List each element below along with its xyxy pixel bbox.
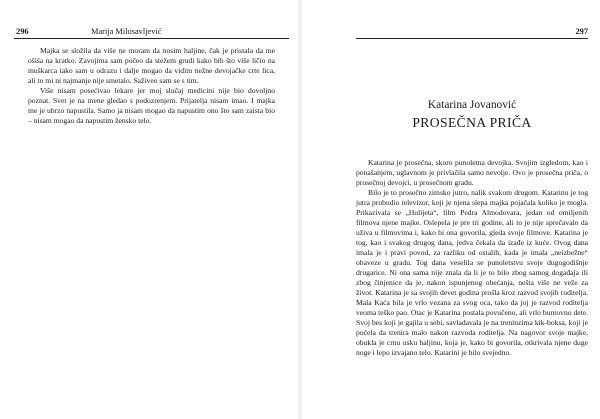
left-body-text [28,46,275,126]
chapter-title: PROSEČNA PRIČA [412,115,532,130]
right-page [300,0,600,419]
book-gutter [297,0,303,419]
left-paragraph-2: Više nisam posećivao lekare jer moj slučaj medicini nije bio dovoljno poznat. Svet je na mene gledao s podozrenjem. Prijatelja nisam imao. I majka me je ubrzo napustila. Samo ja nisam mogao da napustim ono što sam zaista bio – nisam mogao da napustim žensko telo. [28,86,275,125]
right-paragraph-1: Katarina je prosečna, skoro punoletna devojka. Svojim izgledom, kao i ponašanjem, uglavnom je privlačila samo nevolje. Ovo je prosečna priča, o prosečnoj devojci, u prosečnom gradu. [356,158,588,187]
left-running-head [16,27,287,37]
left-header-rule [14,38,289,39]
right-header-rule [356,38,588,39]
right-page-number: 297 [575,27,588,36]
left-paragraph-1: Majka se složila da više ne moram da nosim haljine, čak je pristala da me ošiša na kratko. Zavojima sam počeo da stežem grudi kako bih što više ličio na muškarca iako sam u odrazu i dalje mogao da vidim nežne devojačke crte lica, ali to mi ni najmanje nije smetalo. Saživeo sam se s tim. [28,46,275,85]
left-running-head-author: Marija Milosavljević [91,27,162,36]
right-body-text [356,158,588,358]
chapter-author: Katarina Jovanović [427,99,517,111]
right-running-head [356,27,588,37]
left-page-number: 296 [16,27,29,36]
right-paragraph-2: Bilo je to prosečno zimsko jutro, nalik svakom drugom. Katarinu je tog jutra probudio televizor, koji je njena slepa majka pojačala koliko je mogla. Prikazivala se „Hulijeta“, film Pedra Almodovara, jedan od omiljenih filmova njene majke. Oslepela je pre tri godine, ali to je nije sprečavalo da uživa u filmovima i, kako bi ona govorila, gleda svoje filmove. Katarina je tog, kao i svakog drugog dana, jedva čekala da izađe iz kuće. Ovog dana imala je i pravi povod, za razliku od ostalih, kada je imala „neizbežne“ obaveze u gradu. Tog dana veselila se punoletstvu svoje dugogodišnje drugarice. Ni ona sama nije znala da li je to bilo zbog samog događaja ili zbog činjenice da je, nakon ispunjenog obećanja, nešta više ne veže za život. Katarina je sa svojih devet godina prošla kroz razvod svojih roditelja. Mala Kaća bila je vrlo vezana za svog oca, tako da joj je razvod roditelja veoma teško pao. Otac je Katarina postala povučeno, ali vrlo buntovno dete. Svoj bes koji je gajila u sebi, savladavala je na treninzima kik-boksa, koji je počela da trenira malo nakon razvoda roditelja. Na nagovor svoje majke, obukla je crnu usku haljinu, koja je, kako bi govorila, otkrivala njene duge noge i lepo izvajano telo. Katarini je bilo svejedno. [356,188,588,357]
